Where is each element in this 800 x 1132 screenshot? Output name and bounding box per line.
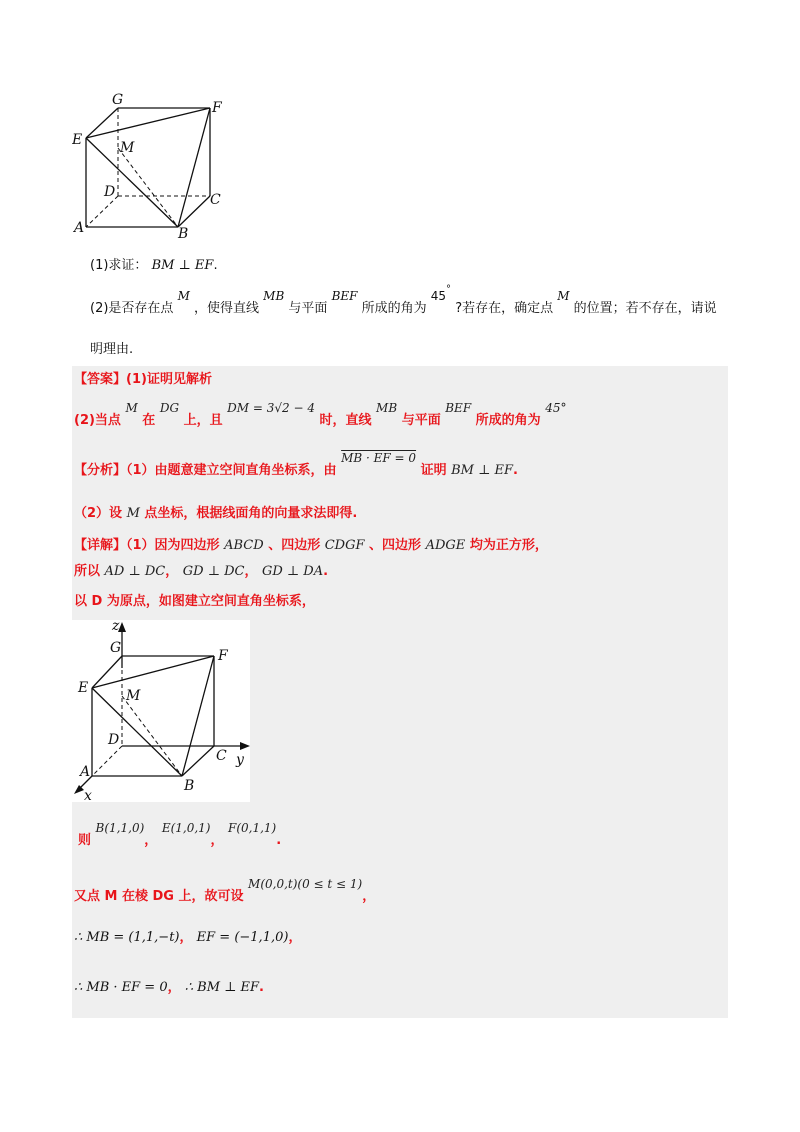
q1-prefix: (1)求证：	[90, 258, 148, 273]
vector-comma: ，	[179, 930, 193, 945]
vector-EF: EF = (−1,1,0)	[196, 930, 289, 945]
ans2-b: 在	[142, 413, 156, 428]
label-F2: F	[218, 648, 228, 664]
ans2-a: (2)当点	[74, 413, 121, 428]
question-2	[90, 284, 717, 319]
q2-angle-value: 45	[430, 289, 447, 303]
q2-text-d: 所成的角为	[361, 301, 427, 316]
q2-angle-deg: °	[446, 284, 452, 295]
detail2-a: 所以	[74, 564, 101, 579]
detail1-b: 、四边形	[268, 538, 321, 553]
coords-comma-1: ，	[144, 833, 158, 848]
detail-line-1	[74, 536, 548, 556]
then-label: 则	[78, 833, 92, 848]
detail1-ABCD: ABCD	[224, 538, 264, 553]
q2-point-M: M	[177, 289, 190, 303]
detail-label: 【详解】	[74, 538, 127, 553]
q1-suffix: .	[213, 258, 218, 273]
answer-part-1: (1)证明见解析	[126, 372, 212, 387]
coord-B: B(1,1,0)	[95, 821, 145, 835]
ans2-d: 时，直线	[319, 413, 372, 428]
analysis1-d: .	[513, 463, 518, 478]
vector-MB: ∴ MB = (1,1,−t)	[74, 930, 180, 945]
final-comma: ，	[167, 980, 181, 995]
detail1-CDGF: CDGF	[324, 538, 365, 553]
label-z: z	[112, 620, 120, 634]
detail2-m3: GD ⊥ DA	[261, 564, 324, 579]
detail1-c: 、四边形	[369, 538, 422, 553]
solution-panel	[72, 366, 728, 1018]
detail2-sep2: ，	[244, 564, 258, 579]
ans2-MB: MB	[376, 401, 398, 415]
q2-text-f: 的位置；若不存在，请说	[573, 301, 717, 316]
q2-angle	[430, 284, 452, 303]
coords-line	[78, 821, 282, 851]
analysis2-M: M	[126, 506, 140, 521]
point-M-line	[74, 877, 376, 907]
vector-comma-2: ，	[288, 930, 302, 945]
label-A2: A	[80, 764, 91, 780]
label-y: y	[236, 752, 244, 768]
coord-F: F(0,1,1)	[228, 821, 277, 835]
analysis2-b: 点坐标，根据线面角的向量求法即得.	[144, 506, 358, 521]
q2-line-MB: MB	[263, 289, 285, 303]
label-B: B	[178, 226, 189, 242]
ans2-c: 上，且	[183, 413, 223, 428]
detail-line-3: 以 D 为原点，如图建立空间直角坐标系，	[74, 594, 315, 609]
question-2-line2: 明理由.	[90, 342, 134, 357]
final-line	[74, 978, 264, 998]
detail2-sep1: ，	[165, 564, 179, 579]
q2-point-M2: M	[557, 289, 570, 303]
analysis-line-2	[74, 504, 357, 524]
final-conclusion: ∴ BM ⊥ EF	[184, 980, 260, 995]
label-E: E	[72, 132, 83, 148]
ans2-f: 所成的角为	[475, 413, 541, 428]
q2-text-c: 与平面	[288, 301, 328, 316]
label-M: M	[120, 140, 135, 156]
q2-text-b: ，使得直线	[194, 301, 260, 316]
detail2-m1: AD ⊥ DC	[104, 564, 166, 579]
answer-line-2	[74, 401, 567, 431]
pointM-text: 又点 M 在棱 DG 上，故可设	[74, 889, 244, 904]
analysis-label: 【分析】	[74, 463, 127, 478]
q2-text-a: (2)是否存在点	[90, 301, 174, 316]
ans2-eq: DM = 3√2 − 4	[227, 401, 315, 415]
label-E2: E	[78, 680, 89, 696]
vector-line	[74, 928, 301, 948]
ans2-M: M	[125, 401, 138, 415]
detail2-m2: GD ⊥ DC	[182, 564, 245, 579]
analysis-line-1	[74, 451, 518, 481]
analysis1-b: 证明	[420, 463, 447, 478]
final-period: .	[259, 980, 264, 995]
pointM-comma: ，	[362, 889, 376, 904]
analysis2-a: （2）设	[74, 506, 123, 521]
coord-E: E(1,0,1)	[161, 821, 211, 835]
coords-comma-2: ，	[210, 833, 224, 848]
question-1	[90, 256, 218, 276]
cube-figure	[72, 92, 232, 242]
q2-text-e: ?若存在，确定点	[455, 301, 554, 316]
coords-period: .	[276, 833, 282, 848]
label-A: A	[74, 220, 85, 236]
q1-math: BM ⊥ EF	[151, 258, 214, 273]
answer-label: 【答案】	[74, 372, 127, 387]
ans2-e: 与平面	[401, 413, 441, 428]
detail1-a: （1）因为四边形	[126, 538, 220, 553]
ans2-BEF: BEF	[445, 401, 472, 415]
label-G: G	[112, 92, 124, 108]
label-M2: M	[126, 688, 141, 704]
label-D2: D	[108, 732, 120, 748]
analysis1-c: BM ⊥ EF	[451, 463, 513, 478]
ans2-45: 45°	[545, 401, 567, 415]
final-dot-product: ∴ MB · EF = 0	[74, 980, 168, 995]
label-x: x	[84, 788, 92, 802]
detail1-ADGE: ADGE	[425, 538, 466, 553]
label-G2: G	[110, 640, 122, 656]
detail2-end: .	[323, 564, 329, 579]
ans2-DG: DG	[159, 401, 180, 415]
analysis1-eq: MB · EF = 0	[341, 451, 417, 465]
label-F: F	[212, 100, 222, 116]
detail-line-2	[74, 562, 328, 582]
answer-line-1	[74, 370, 212, 390]
q2-plane-BEF: BEF	[331, 289, 358, 303]
label-B2: B	[184, 778, 195, 794]
detail1-d: 均为正方形，	[469, 538, 548, 553]
label-D: D	[104, 184, 116, 200]
coordinate-cube-figure	[72, 620, 250, 802]
label-C: C	[210, 192, 221, 208]
label-C2: C	[216, 748, 227, 764]
analysis1-a: （1）由题意建立空间直角坐标系，由	[126, 463, 337, 478]
pointM-eq: M(0,0,t)(0 ≤ t ≤ 1)	[248, 877, 363, 891]
